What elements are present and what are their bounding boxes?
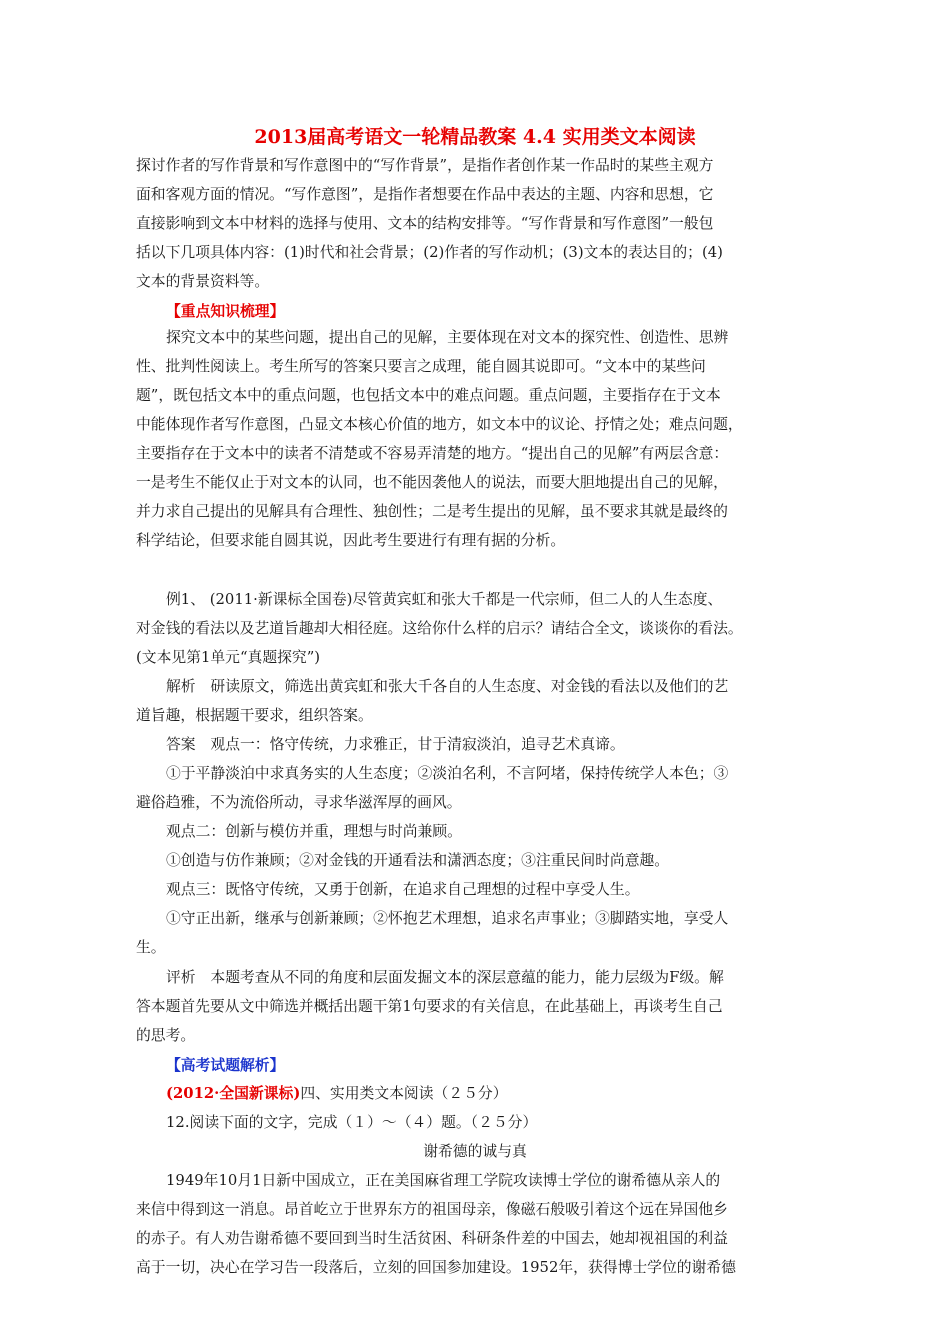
answer-line: ①创造与仿作兼顾；②对金钱的开通看法和潇洒态度；③注重民间时尚意趣。: [166, 852, 670, 869]
answer-line: 答案 观点一：恪守传统，力求雅正，甘于清寂淡泊，追寻艺术真谛。: [166, 736, 625, 753]
answer-line: 观点三：既恪守传统，又勇于创新，在追求自己理想的过程中享受人生。: [166, 881, 640, 898]
intro-line-2: 面和客观方面的情况。“写作意图”，是指作者想要在作品中表达的主题、内容和思想，它: [136, 186, 714, 203]
body-line: 主要指存在于文本中的读者不清楚或不容易弄清楚的地方。“提出自己的见解”有两层含意：: [136, 445, 729, 462]
passage-line: 来信中得到这一消息。昂首屹立于世界东方的祖国母亲，像磁石般吸引着这个远在异国他乡: [136, 1201, 728, 1218]
document-title: 2013届高考语文一轮精品教案 4.4 实用类文本阅读: [254, 126, 696, 148]
answer-line: ①于平静淡泊中求真务实的人生态度；②淡泊名利，不言阿堵，保持传统学人本色；③: [166, 765, 729, 782]
analysis-line: 解析 研读原文，筛选出黄宾虹和张大千各自的人生态度、对金钱的看法以及他们的艺: [166, 678, 729, 695]
comment-line: 评析 本题考查从不同的角度和层面发掘文本的深层意蕴的能力，能力层级为F级。解: [166, 969, 724, 986]
passage-line: 1949年10月1日新中国成立，正在美国麻省理工学院攻读博士学位的谢希德从亲人的: [166, 1172, 721, 1189]
answer-line: 观点二：创新与模仿并重，理想与时尚兼顾。: [166, 823, 462, 840]
body-line: 题”，既包括文本中的重点问题，也包括文本中的难点问题。重点问题，主要指存在于文本: [136, 387, 721, 404]
passage-line: 高于一切，决心在学习告一段落后，立刻的回国参加建设。1952年，获得博士学位的谢希德: [136, 1259, 736, 1276]
section-heading-exam-analysis: 【高考试题解析】: [166, 1057, 285, 1074]
body-line: 并力求自己提出的见解具有合理性、独创性；二是考生提出的见解，虽不要求其就是最终的: [136, 503, 728, 520]
intro-line-1: 探讨作者的写作背景和写作意图中的“写作背景”，是指作者创作某一作品时的某些主观方: [136, 157, 714, 174]
body-line: 探究文本中的某些问题，提出自己的见解，主要体现在对文本的探究性、创造性、思辨: [166, 329, 729, 346]
question-line: 12.阅读下面的文字，完成（１）～（４）题。（２５分）: [166, 1114, 538, 1131]
exam-source-line: [166, 1082, 826, 1106]
intro-line-5: 文本的背景资料等。: [136, 273, 270, 290]
body-line: 中能体现作者写作意图，凸显文本核心价值的地方，如文本中的议论、抒情之处；难点问题，: [136, 416, 743, 433]
comment-line: 的思考。: [136, 1027, 196, 1044]
example-line: 对金钱的看法以及艺道旨趣却大相径庭。这给你什么样的启示？请结合全文，谈谈你的看法。: [136, 620, 743, 637]
answer-line: 生。: [136, 939, 166, 956]
intro-line-3: 直接影响到文本中材料的选择与使用、文本的结构安排等。“写作背景和写作意图”一般包: [136, 215, 714, 232]
passage-title: 谢希德的诚与真: [423, 1143, 527, 1160]
section-heading-key-knowledge: 【重点知识梳理】: [166, 303, 285, 320]
intro-line-4: 括以下几项具体内容：(1)时代和社会背景；(2)作者的写作动机；(3)文本的表达目的；(4): [136, 244, 723, 261]
analysis-line: 道旨趣，根据题干要求，组织答案。: [136, 707, 373, 724]
body-line: 科学结论，但要求能自圆其说，因此考生要进行有理有据的分析。: [136, 532, 566, 549]
body-line: 性、批判性阅读上。考生所写的答案只要言之成理，能自圆其说即可。“文本中的某些问: [136, 358, 706, 375]
answer-line: ①守正出新，继承与创新兼顾；②怀抱艺术理想，追求名声事业；③脚踏实地，享受人: [166, 910, 729, 927]
example-line: (文本见第1单元“真题探究”): [136, 649, 321, 666]
answer-line: 避俗趋雅，不为流俗所动，寻求华滋浑厚的画风。: [136, 794, 462, 811]
exam-source: (2012·全国新课标): [166, 1085, 301, 1102]
body-line: 一是考生不能仅止于对文本的认同，也不能因袭他人的说法，而要大胆地提出自己的见解，: [136, 474, 728, 491]
example-line: 例1、 (2011·新课标全国卷)尽管黄宾虹和张大千都是一代宗师，但二人的人生态度、: [166, 591, 723, 608]
exam-section: 四、实用类文本阅读（２５分）: [300, 1085, 508, 1102]
passage-line: 的赤子。有人劝告谢希德不要回到当时生活贫困、科研条件差的中国去，她却视祖国的利益: [136, 1230, 728, 1247]
comment-line: 答本题首先要从文中筛选并概括出题干第1句要求的有关信息，在此基础上，再谈考生自己: [136, 998, 723, 1015]
